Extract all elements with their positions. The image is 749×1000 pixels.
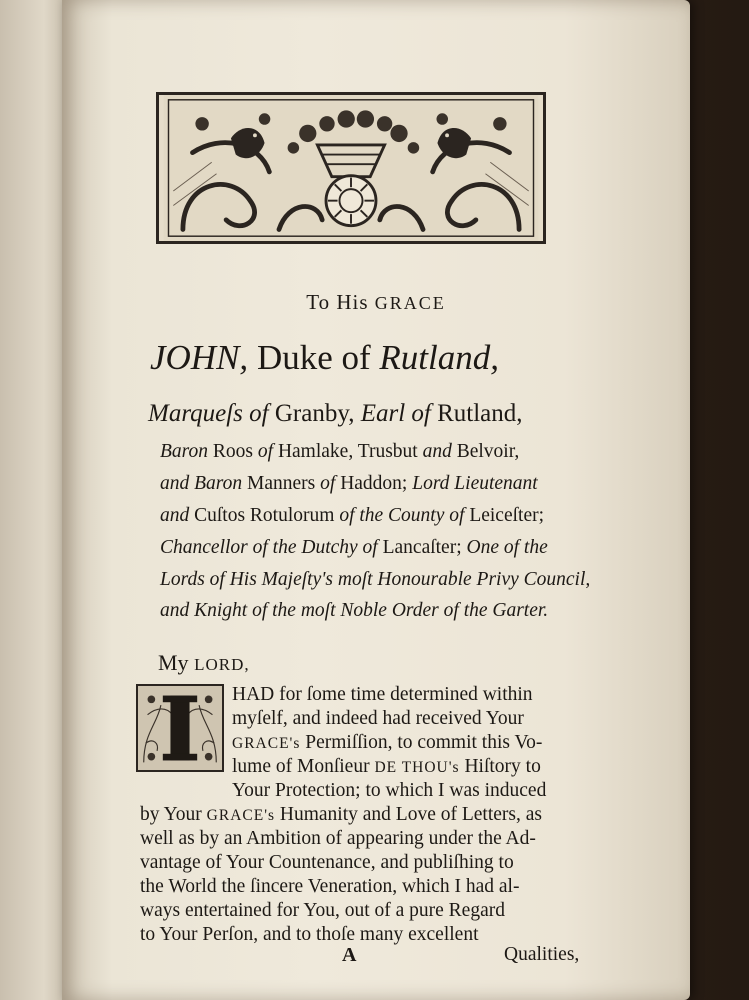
- heading-grace: GRACE: [374, 293, 446, 313]
- salutation: My LORD,: [158, 650, 250, 675]
- body-line-3: GRACE's Permiſſion, to commit this Vo-: [232, 732, 543, 753]
- dedicatee-name: [150, 338, 499, 378]
- name-john: JOHN,: [150, 338, 249, 377]
- title-line-7: and Knight of the moſt Noble Order of the Garter.: [160, 600, 549, 621]
- title-line-4: and Cuſtos Rotulorum of the County of Leiceſter;: [160, 505, 545, 526]
- signature-mark: A: [342, 944, 357, 966]
- body-line-7: well as by an Ambition of appearing under the Ad-: [140, 828, 536, 849]
- body-line-6: by Your GRACE's Humanity and Love of Letters, as: [140, 804, 542, 825]
- body-line-11: to Your Perſon, and to thoſe many excellent: [140, 924, 479, 945]
- title-line-5: Chancellor of the Dutchy of Lancaſter; One of the: [160, 537, 548, 558]
- decorated-initial-letter: [136, 684, 224, 772]
- body-line-8: vantage of Your Countenance, and publiſhing to: [140, 852, 514, 873]
- name-rutland: Rutland,: [379, 338, 499, 377]
- book-page: [62, 0, 690, 1000]
- body-line-10: ways entertained for You, out of a pure Regard: [140, 900, 505, 921]
- catchword: Qualities,: [504, 944, 580, 965]
- body-line-1: HAD for ſome time determined within: [232, 684, 533, 705]
- body-line-9: the World the ſincere Veneration, which I had al-: [140, 876, 520, 897]
- dedication-text: [62, 0, 690, 1000]
- body-line-5: Your Protection; to which I was induced: [232, 780, 547, 801]
- body-line-2: myſelf, and indeed had received Your: [232, 708, 524, 729]
- title-line-2: Baron Roos of Hamlake, Trusbut and Belvoir,: [160, 441, 520, 462]
- initial-letter-i-icon: [138, 686, 222, 770]
- body-line-4: lume of Monſieur DE THOU's Hiſtory to: [232, 756, 541, 777]
- title-line-1: Marqueſs of Granby, Earl of Rutland,: [148, 400, 523, 427]
- dedication-heading: [62, 290, 690, 315]
- name-duke-of: Duke of: [256, 338, 371, 377]
- title-line-3: and Baron Manners of Haddon; Lord Lieutenant: [160, 473, 538, 494]
- title-line-6: Lords of His Majeſty's moſt Honourable Privy Council,: [160, 569, 591, 590]
- heading-to-his: To His: [306, 290, 369, 314]
